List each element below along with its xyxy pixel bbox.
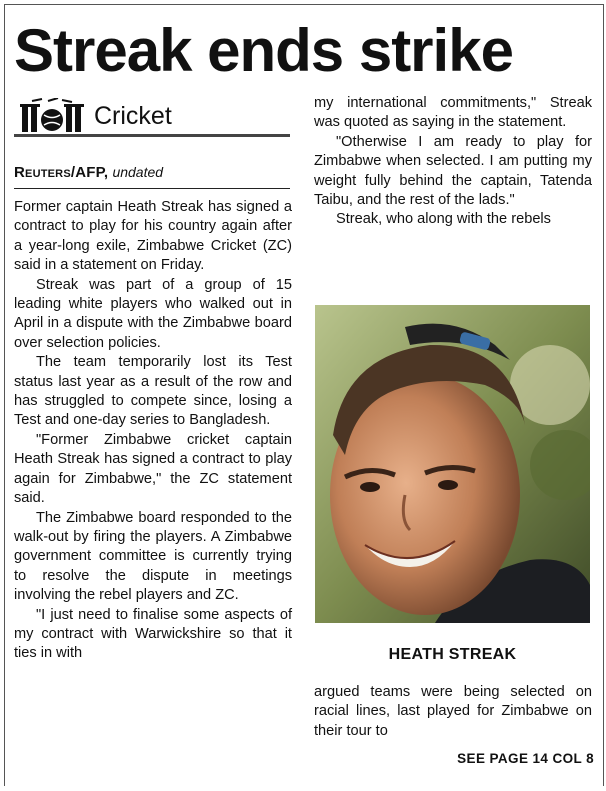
byline-date: undated [112, 164, 164, 180]
byline [14, 162, 290, 183]
paragraph: The team temporarily lost its Test status last year as a result of the row and has struggled to compete since, losing a Test and one-day series to Bangladesh. [14, 354, 292, 429]
byline-rule [14, 188, 290, 189]
paragraph: Streak was part of a group of 15 leading white players who walked out in April in a dispute with the Zimbabwe board over selection policies. [14, 276, 292, 351]
paragraph: The Zimbabwe board responded to the walk-out by firing the players. A Zimbabwe government committee is currently trying to resolve the dispute in meetings involving the rebel players and ZC. [14, 509, 292, 604]
paragraph: argued teams were being selected on racial lines, last played for Zimbabwe on their tour to [314, 684, 592, 739]
headline: Streak ends strike [14, 17, 513, 84]
player-photo [315, 305, 590, 623]
paragraph: Former captain Heath Streak has signed a contract to play for his country again after a year-long exile, Zimbabwe Cricket (ZC) said in a statement on Friday. [14, 199, 292, 274]
section-label: Cricket [94, 102, 172, 130]
paragraph: "Former Zimbabwe cricket captain Heath Streak has signed a contract to play again for Zimbabwe," the ZC statement said. [14, 431, 292, 507]
paragraph: "I just need to finalise some aspects of my contract with Warwickshire so that it ties in with [14, 606, 292, 662]
paragraph: my international commitments," Streak was quoted as saying in the statement. [314, 95, 592, 131]
jump-reference: SEE PAGE 14 COL 8 [457, 751, 594, 766]
article-column-left [14, 198, 292, 664]
section-rule [14, 134, 290, 137]
photo-caption: HEATH STREAK [388, 646, 517, 663]
cricket-ball-stumps-icon [18, 98, 88, 134]
article-column-right-top [314, 94, 592, 230]
byline-agency: Reuters/AFP, [14, 164, 109, 181]
section-banner [14, 96, 290, 138]
article-column-right-bottom [314, 683, 592, 741]
paragraph: Streak, who along with the rebels [336, 211, 551, 228]
portrait-image [315, 305, 590, 623]
paragraph: "Otherwise I am ready to play for Zimbabwe when selected. I am putting my weight fully behind the captain, Tatenda Taibu, and the rest of the lads." [314, 133, 592, 209]
